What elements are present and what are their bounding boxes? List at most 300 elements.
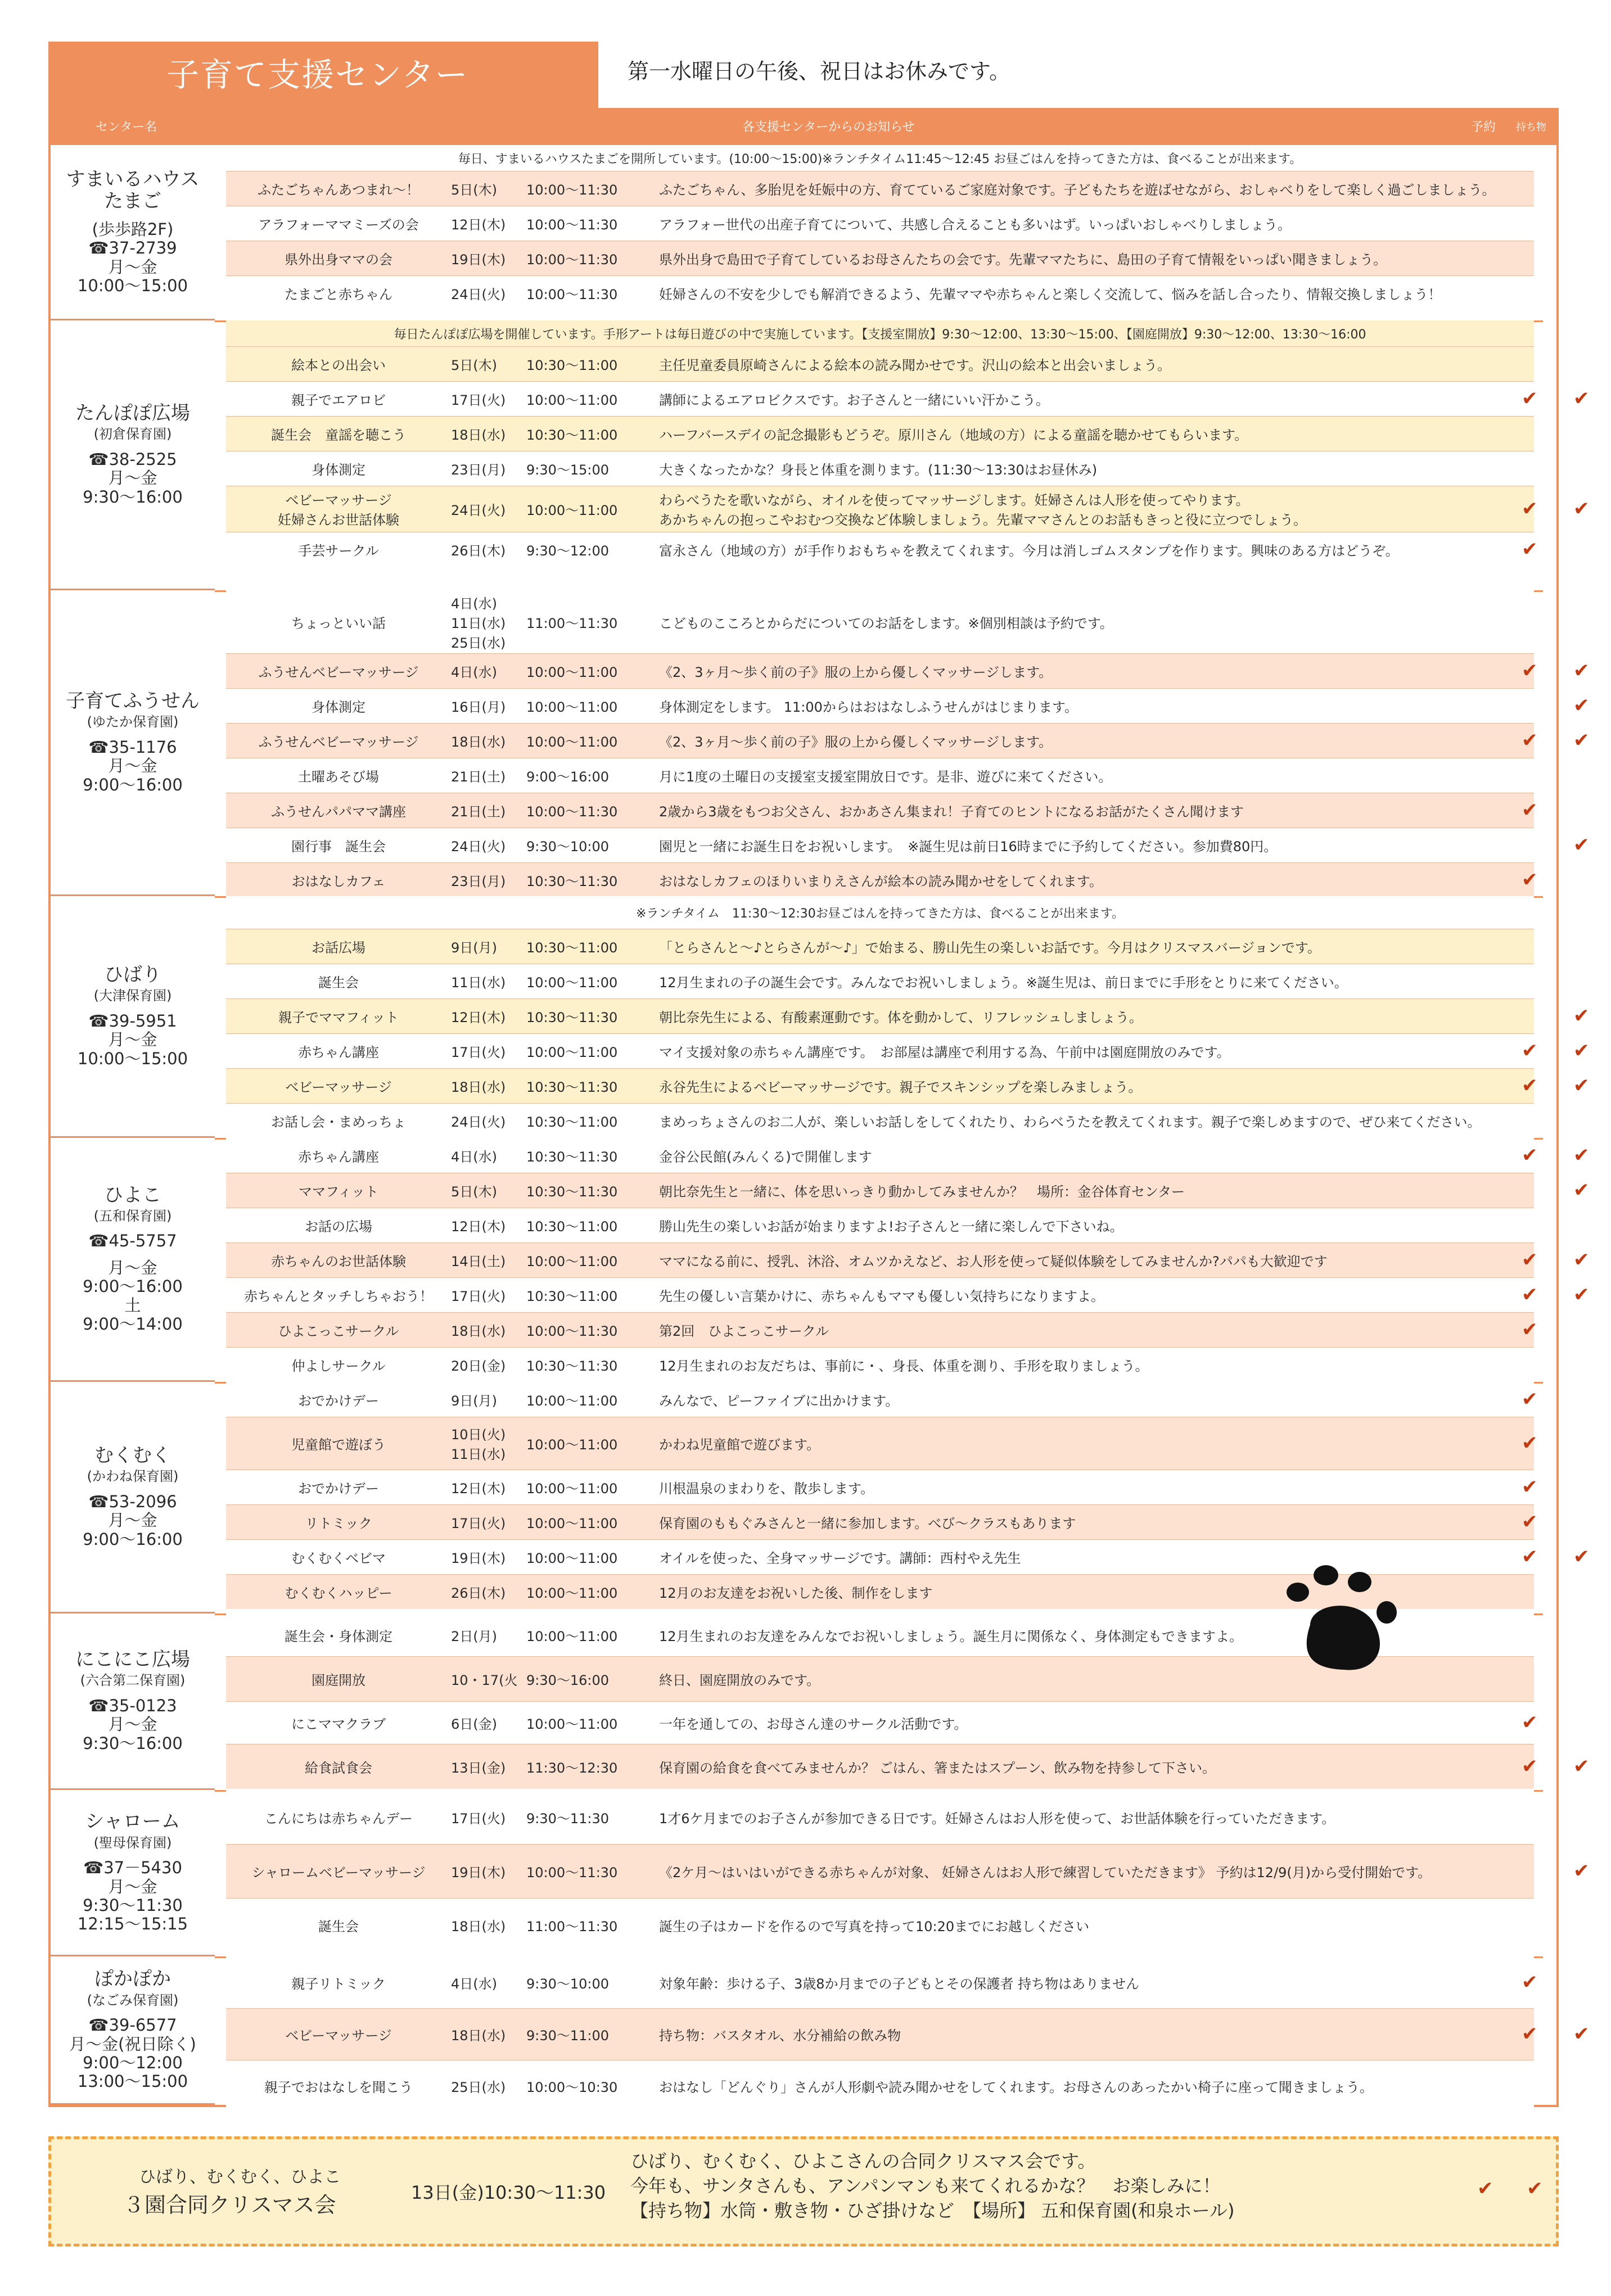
event-description: 朝比奈先生と一緒に、体を思いっきり動かしてみませんか？ 場所：金谷体育センター (659, 1183, 1185, 1200)
event-date: 5日(木) (451, 357, 497, 373)
event-time: 11:30～12:30 (526, 1760, 618, 1776)
event-name: 赤ちゃん講座 (298, 1044, 379, 1060)
center-info (51, 320, 215, 590)
header-items: 持ち物 (1516, 121, 1546, 133)
event-date: 23日(月) (451, 873, 506, 889)
event-date: 17日(火) (451, 392, 506, 408)
event-date: 24日(火) (451, 286, 506, 302)
event-time: 10:00～11:30 (526, 286, 618, 302)
event-date: 18日(水) (451, 734, 506, 750)
event-date: 24日(火) (451, 502, 506, 518)
center-hours: 13:00～15:00 (77, 2072, 188, 2091)
row-divider (226, 998, 1534, 999)
event-date: 12日(木) (451, 1480, 506, 1497)
event-time: 9:00～16:00 (526, 769, 610, 785)
row-divider (226, 275, 1534, 276)
event-row (226, 758, 1534, 793)
event-description: 12月のお友達をお祝いした後、制作をします (659, 1585, 933, 1601)
reserve-check: ✔ (1522, 1545, 1538, 1568)
event-row (226, 1208, 1534, 1242)
event-date: 2日(月) (451, 1628, 497, 1644)
event-date: 24日(火) (451, 838, 506, 855)
event-time: 10:00～11:00 (526, 1716, 618, 1732)
row-divider (226, 1242, 1534, 1243)
event-date: 4日(水) (451, 1149, 497, 1165)
header-center-name: センター名 (96, 120, 157, 134)
row-divider (226, 381, 1534, 382)
event-time: 10:00～11:00 (526, 1515, 618, 1531)
event-description: 朝比奈先生による、有酸素運動です。体を動かして、リフレッシュしましょう。 (659, 1009, 1143, 1025)
items-check: ✔ (1573, 2023, 1590, 2045)
center-phone: ☎38-2525 (88, 449, 177, 469)
reserve-check: ✔ (1522, 869, 1538, 891)
event-description: 永谷先生によるベビーマッサージです。親子でスキンシップを楽しみましょう。 (659, 1079, 1142, 1095)
center-phone: ☎39-5951 (88, 1011, 177, 1031)
event-name: 親子でおはなしを聞こう (264, 2079, 413, 2095)
center-name: すまいるハウス たまご (66, 168, 200, 213)
event-name: 児童館で遊ぼう (291, 1436, 386, 1453)
center-facility: (かわね保育園) (87, 1468, 179, 1485)
event-description: 《2、3ヶ月～歩く前の子》服の上から優しくマッサージします。 (659, 734, 1053, 750)
event-time: 10:00～11:00 (526, 1253, 618, 1269)
event-row (226, 451, 1534, 486)
event-name: ひよこっこサークル (278, 1323, 399, 1339)
reserve-check: ✔ (1522, 538, 1538, 561)
event-date: 14日(土) (451, 1253, 506, 1269)
event-row (226, 723, 1590, 758)
xmas-centers: ひばり、むくむく、ひよこ (139, 2167, 341, 2187)
xmas-title: ３園合同クリスマス会 (123, 2193, 336, 2217)
center-facility: (初倉保育園) (93, 426, 172, 442)
table-header (51, 110, 1556, 145)
event-description: まめっちょさんのお二人が、楽しいお話しをしてくれたり、わらべうたを教えてくれます。親子で楽しめますので、ぜひ来てください。 (659, 1114, 1481, 1130)
event-name: おはなしカフェ (291, 873, 386, 889)
paw-toe (1287, 1583, 1309, 1602)
event-date: 6日(金) (451, 1716, 497, 1732)
event-row (226, 275, 1534, 310)
event-name: 絵本との出会い (291, 357, 386, 373)
event-row (226, 346, 1534, 381)
row-divider (226, 1504, 1534, 1505)
center-name: シャローム (85, 1810, 180, 1833)
items-check: ✔ (1573, 729, 1590, 752)
event-description: おはなしカフェのほりいまりえさんが絵本の読み聞かせをしてくれます。 (659, 873, 1103, 889)
event-name: 県外出身ママの会 (285, 251, 392, 268)
event-time: 10:00～11:00 (526, 1628, 618, 1644)
event-time: 10:00～11:00 (526, 1436, 618, 1453)
center-hours: 月～金 (108, 1715, 157, 1734)
event-date: 20日(金) (451, 1358, 506, 1374)
event-row (226, 1033, 1590, 1068)
items-check: ✔ (1573, 659, 1590, 682)
items-check: ✔ (1573, 1545, 1590, 1568)
reserve-check: ✔ (1522, 1249, 1538, 1271)
event-time: 10:00～11:30 (526, 251, 618, 268)
center-facility: (なごみ保育園) (87, 1992, 179, 2008)
center-info (51, 896, 215, 1138)
event-name: ふうせんベビーマッサージ (258, 664, 419, 680)
event-name: 身体測定 (312, 462, 365, 478)
event-date: 17日(火) (451, 1515, 506, 1531)
center-facility: (五和保育園) (93, 1208, 172, 1224)
event-date: 17日(火) (451, 1288, 506, 1304)
center-phone: ☎35-1176 (88, 737, 177, 757)
items-check: ✔ (1573, 1074, 1590, 1097)
event-time: 10:30～11:00 (526, 427, 618, 443)
event-date: 26日(木) (451, 1585, 506, 1601)
event-name: ベビーマッサージ (285, 2027, 392, 2044)
center-hours: 月～金 (108, 1511, 157, 1530)
center-hours: 9:00～16:00 (83, 775, 183, 794)
event-name: ふうせんパパママ講座 (271, 803, 406, 820)
row-divider (226, 346, 1534, 347)
event-time: 10:30～11:00 (526, 1288, 618, 1304)
event-description: 12月生まれの子の誕生会です。みんなでお祝いしましょう。※誕生児は、前日までに手形をとりに来てください。 (659, 974, 1348, 991)
event-time: 10:30～11:00 (526, 939, 618, 956)
event-description: みんなで、ピーファイブに出かけます。 (659, 1393, 899, 1409)
center-hours: 9:00～14:00 (83, 1314, 183, 1334)
event-name: 誕生会 (318, 974, 359, 991)
event-name: たまごと赤ちゃん (285, 286, 392, 302)
event-time: 9:30～10:00 (526, 838, 610, 855)
event-description: 園児と一緒にお誕生日をお祝いします。 ※誕生児は前日16時までに予約してください。参加費80円。 (659, 838, 1278, 855)
event-description: おはなし「どんぐり」さんが人形劇や読み聞かせをしてくれます。お母さんのあったかい椅子に座って聞きましょう。 (659, 2079, 1373, 2095)
center-name: ぽかぽか (94, 1968, 171, 1991)
items-check: ✔ (1573, 1755, 1590, 1778)
event-time: 9:30～15:00 (526, 462, 610, 478)
xmas-reserve-check: ✔ (1477, 2177, 1493, 2200)
row-divider (226, 2008, 1534, 2009)
event-description: 12月生まれのお友だちは、事前に・、身長、体重を測り、手形を取りましょう。 (659, 1358, 1149, 1374)
event-date: 25日(水) (451, 2079, 506, 2095)
event-name: むくむくベビマ (291, 1550, 386, 1566)
reserve-check: ✔ (1522, 1476, 1538, 1498)
event-row (226, 1790, 1534, 1844)
event-row (226, 2060, 1534, 2112)
event-name: お話広場 (312, 939, 365, 956)
event-description: オイルを使った、全身マッサージです。講師：西村やえ先生 (659, 1550, 1021, 1566)
closure-notice: 第一水曜日の午後、祝日はお休みです。 (628, 59, 1010, 84)
event-row (226, 241, 1534, 275)
center-hours: 9:00～16:00 (83, 1529, 183, 1549)
event-name: 親子でエアロビ (291, 392, 386, 408)
schedule-board (48, 108, 1590, 2107)
center-hours: 10:00～15:00 (77, 1048, 188, 1068)
event-name: ちょっといい話 (291, 615, 386, 631)
row-divider (226, 1312, 1534, 1313)
event-name: 園庭開放 (312, 1672, 365, 1688)
items-check: ✔ (1573, 1860, 1590, 1882)
items-check: ✔ (1573, 1283, 1590, 1306)
event-date: 12日(木) (451, 216, 506, 233)
event-time: 10:00～11:00 (526, 502, 618, 518)
reserve-check: ✔ (1522, 1144, 1538, 1167)
row-divider (226, 862, 1534, 863)
event-row (226, 828, 1590, 862)
center-info (51, 1956, 215, 2105)
event-time: 10:30～11:30 (526, 1149, 618, 1165)
center-info (51, 1613, 215, 1790)
event-description: 一年を通しての、お母さん達のサークル活動です。 (659, 1716, 968, 1732)
section-note (226, 145, 1534, 171)
event-date: 4日(水) (451, 664, 497, 680)
items-check: ✔ (1573, 1144, 1590, 1167)
center-name: 子育てふうせん (66, 690, 200, 713)
event-date: 9日(月) (451, 1393, 497, 1409)
event-date: 5日(木) (451, 182, 497, 198)
event-description: 対象年齢：歩ける子、3歳8か月までの子どもとその保護者 持ち物はありません (659, 1976, 1140, 1992)
event-description: 県外出身で島田で子育てしているお母さんたちの会です。先輩ママたちに、島田の子育て情報をいっぱい聞きましょう。 (659, 251, 1387, 268)
event-time: 10:30～11:30 (526, 1183, 618, 1200)
event-time: 10:00～11:00 (526, 1550, 618, 1566)
event-name: こんにちは赤ちゃんデー (264, 1810, 413, 1827)
event-row (226, 1312, 1538, 1347)
event-row (226, 1347, 1534, 1382)
event-name: 誕生会 (318, 1918, 359, 1935)
items-check: ✔ (1573, 1249, 1590, 1271)
reserve-check: ✔ (1522, 387, 1538, 410)
items-check: ✔ (1573, 498, 1590, 520)
event-date: 19日(木) (451, 1550, 506, 1566)
event-date: 19日(木) (451, 251, 506, 268)
row-divider (226, 1844, 1534, 1845)
center-facility: (ゆたか保育園) (87, 714, 179, 730)
event-time: 9:30～12:00 (526, 543, 610, 559)
event-row (226, 171, 1534, 206)
event-name: 給食試食会 (305, 1760, 372, 1776)
paw-toe (1314, 1565, 1338, 1585)
row-divider (226, 1898, 1534, 1899)
header-reserve: 予約 (1471, 120, 1496, 134)
event-name: ふうせんベビーマッサージ (258, 734, 419, 750)
event-name: 園行事 誕生会 (291, 838, 386, 855)
event-description: 主任児童委員原崎さんによる絵本の読み聞かせです。沢山の絵本と出会いましょう。 (659, 357, 1171, 373)
event-time: 10:00～11:30 (526, 803, 618, 820)
row-divider (226, 1347, 1534, 1348)
event-name: 誕生会・身体測定 (285, 1628, 392, 1644)
paw-print-icon (1276, 1563, 1400, 1675)
event-row (226, 1470, 1538, 1504)
event-row (226, 653, 1590, 688)
center-phone: ☎45-5757 (88, 1231, 177, 1251)
center-hours: 月～金 (108, 468, 157, 488)
event-description: 第2回 ひよこっこサークル (659, 1323, 829, 1339)
event-description: 月に1度の土曜日の支援室支援室開放日です。是非、遊びに来てください。 (659, 769, 1112, 785)
event-row (226, 1417, 1538, 1470)
row-divider (226, 416, 1534, 417)
reserve-check: ✔ (1522, 1511, 1538, 1533)
event-time: 9:30～10:00 (526, 1976, 610, 1992)
event-time: 11:00～11:30 (526, 615, 618, 631)
event-date: 13日(金) (451, 1760, 506, 1776)
event-row (226, 688, 1590, 723)
header-info: 各支援センターからのお知らせ (742, 120, 915, 134)
row-divider (226, 1277, 1534, 1278)
event-time: 10:30～11:30 (526, 1009, 618, 1025)
reserve-check: ✔ (1522, 498, 1538, 520)
items-check: ✔ (1573, 387, 1590, 410)
event-date: 4日(水) 11日(水) 25日(水) (451, 595, 506, 651)
reserve-check: ✔ (1522, 659, 1538, 682)
event-date: 21日(土) (451, 803, 506, 820)
row-divider (226, 1539, 1534, 1540)
event-name: 身体測定 (312, 699, 365, 715)
event-time: 10:00～10:30 (526, 2079, 618, 2095)
center-hours: 月～金 (108, 257, 157, 277)
reserve-check: ✔ (1522, 1971, 1538, 1994)
center-name: むくむく (94, 1444, 171, 1467)
section-note (226, 896, 1534, 929)
reserve-check: ✔ (1522, 1755, 1538, 1778)
row-divider (226, 1068, 1534, 1069)
reserve-check: ✔ (1522, 799, 1538, 821)
center-info (51, 590, 215, 896)
event-description: 2歳から3歳をもつお父さん、おかあさん集まれ！子育てのヒントになるお話がたくさん聞けます (659, 803, 1244, 820)
event-row (226, 862, 1538, 897)
event-time: 9:30～16:00 (526, 1672, 610, 1688)
section-note (226, 320, 1534, 346)
event-name: ベビーマッサージ 妊婦さんお世話体験 (278, 492, 399, 528)
event-date: 18日(水) (451, 1323, 506, 1339)
event-row (226, 532, 1538, 567)
event-row (226, 1844, 1590, 1898)
paw-toe (1348, 1572, 1371, 1592)
row-divider (226, 688, 1534, 689)
event-date: 12日(木) (451, 1009, 506, 1025)
row-divider (226, 1103, 1534, 1104)
event-name: 土曜あそび場 (298, 769, 379, 785)
event-row (226, 1138, 1590, 1173)
event-date: 12日(木) (451, 1218, 506, 1235)
center-phone: ☎53-2096 (88, 1492, 177, 1511)
event-date: 26日(木) (451, 543, 506, 559)
event-date: 18日(水) (451, 2027, 506, 2044)
row-divider (226, 653, 1534, 654)
center-facility: (六合第二保育園) (80, 1673, 186, 1689)
event-description: 妊婦さんの不安を少しでも解消できるよう、先輩ママや赤ちゃんと楽しく交流して、悩みを話し合ったり、情報交換しましょう！ (659, 286, 1442, 302)
event-date: 4日(水) (451, 1976, 497, 1992)
center-name: にこにこ広場 (75, 1648, 190, 1671)
event-time: 10:00～11:30 (526, 1864, 618, 1881)
event-row (226, 486, 1590, 532)
section-note-text: ※ランチタイム 11:30～12:30お昼ごはんを持ってきた方は、食べることが出来ます。 (636, 906, 1124, 921)
event-time: 10:30～11:00 (526, 1114, 618, 1130)
event-description: 大きくなったかな？身長と体重を測ります。(11:30～13:30はお昼休み) (659, 462, 1098, 478)
event-time: 10:00～11:00 (526, 734, 618, 750)
event-description: かわね児童館で遊びます。 (659, 1436, 820, 1453)
event-date: 17日(火) (451, 1044, 506, 1060)
event-row (226, 929, 1534, 964)
center-hours: 土 (124, 1295, 141, 1315)
event-time: 10:30～11:00 (526, 357, 618, 373)
event-date: 18日(水) (451, 1918, 506, 1935)
reserve-check: ✔ (1522, 1039, 1538, 1062)
center-hours: 10:00～15:00 (77, 275, 188, 295)
center-name: ひばり (104, 964, 161, 987)
event-description: ふたごちゃん、多胎児を妊娠中の方、育てているご家庭対象です。子どもたちを遊ばせながら、おしゃべりをして楽しく過ごしましょう。 (659, 182, 1496, 198)
event-row (226, 381, 1590, 416)
xmas-datetime: 13日(金)10:30～11:30 (411, 2182, 606, 2203)
event-name: お話し会・まめっちょ (271, 1114, 406, 1130)
xmas-event-box (48, 2136, 1559, 2247)
row-divider (226, 1033, 1534, 1034)
event-name: 赤ちゃんのお世話体験 (271, 1253, 406, 1269)
items-check: ✔ (1573, 1039, 1590, 1062)
center-phone: ☎39-6577 (88, 2015, 177, 2035)
center-hours: 月～金(祝日除く) (69, 2034, 196, 2054)
event-description: 持ち物：バスタオル、水分補給の飲み物 (659, 2027, 901, 2044)
event-row (226, 1898, 1534, 1952)
event-row (226, 1956, 1538, 2008)
event-date: 17日(火) (451, 1810, 506, 1827)
event-description: 1才6ケ月までのお子さんが参加できる日です。妊婦さんはお人形を使って、お世話体験を行っていただきます。 (659, 1810, 1335, 1827)
event-row (226, 590, 1534, 653)
event-time: 10:00～11:00 (526, 392, 618, 408)
event-description: ハーフバースデイの記念撮影もどうぞ。原川さん（地域の方）による童謡を聴かせてもらいます。 (659, 427, 1248, 443)
event-time: 10:00～11:00 (526, 1044, 618, 1060)
center-hours: 9:30～16:00 (83, 487, 183, 507)
event-date: 19日(木) (451, 1864, 506, 1881)
event-time: 10:00～11:30 (526, 216, 618, 233)
xmas-line2: 今年も、サンタさんも、アンパンマンも来てくれるかな？ お楽しみに！ (630, 2175, 1221, 2196)
xmas-line1: ひばり、むくむく、ひよこさんの合同クリスマス会です。 (630, 2150, 1096, 2172)
section-note-text: 毎日たんぽぽ広場を開催しています。手形アートは毎日遊びの中で実施しています。【支援室開放】9:30～12:00、13:30～15:00、【園庭開放】9:30～12:00、13:30～16:00 (394, 327, 1366, 342)
section-note-text: 毎日、すまいるハウスたまごを開所しています。(10:00～15:00)※ランチタイム11:45～12:45 お昼ごはんを持ってきた方は、食べることが出来ます。 (458, 152, 1302, 166)
xmas-line3: 【持ち物】水筒・敷き物・ひざ掛けなど 【場所】 五和保育園(和泉ホール) (630, 2200, 1235, 2221)
event-description: 講師によるエアロビクスです。お子さんと一緒にいい汗かこう。 (659, 392, 1049, 408)
event-time: 10:00～11:00 (526, 664, 618, 680)
event-date: 9日(月) (451, 939, 497, 956)
event-name: 赤ちゃん講座 (298, 1149, 379, 1165)
items-check: ✔ (1573, 1005, 1590, 1027)
event-row (226, 206, 1534, 241)
event-description: わらべうたを歌いながら、オイルを使ってマッサージします。妊婦さんは人形を使ってやります。 あかちゃんの抱っこやおむつ交換など体験しましょう。先輩ママさんとのお話もきっと役に立つでしょう。 (659, 492, 1307, 528)
items-check: ✔ (1573, 834, 1590, 856)
event-description: 保育園の給食を食べてみませんか？ ごはん、箸またはスプーン、飲み物を持参して下さい。 (659, 1760, 1216, 1776)
event-date: 18日(水) (451, 1079, 506, 1095)
event-name: リトミック (305, 1515, 372, 1531)
event-description: 《2、3ヶ月～歩く前の子》服の上から優しくマッサージします。 (659, 664, 1053, 680)
reserve-check: ✔ (1522, 1283, 1538, 1306)
items-check: ✔ (1573, 1179, 1590, 1201)
reserve-check: ✔ (1522, 1432, 1538, 1454)
event-name: おでかけデー (298, 1393, 379, 1409)
center-name: たんぽぽ広場 (75, 402, 190, 425)
event-description: アラフォー世代の出産子育てについて、共感し合えることも多いはず。いっぱいおしゃべりしましょう。 (659, 216, 1291, 233)
event-name: むくむくハッピー (285, 1585, 392, 1601)
event-row (226, 1701, 1538, 1744)
center-phone: ☎35-0123 (88, 1696, 177, 1715)
event-name: 誕生会 童謡を聴こう (271, 427, 406, 443)
center-phone: ☎37－5430 (83, 1858, 182, 1878)
center-name: ひよこ (104, 1183, 161, 1206)
event-name: ふたごちゃんあつまれ～！ (258, 182, 419, 198)
paw-toe (1377, 1601, 1397, 1624)
event-time: 10:00～11:00 (526, 974, 618, 991)
event-time: 10:00～11:00 (526, 1480, 618, 1497)
event-row (226, 1103, 1534, 1138)
event-time: 10:00～11:00 (526, 1393, 618, 1409)
event-description: 保育園のももぐみさんと一緒に参加します。べび～クラスもあります (659, 1515, 1076, 1531)
event-name: ママフィット (298, 1183, 379, 1200)
event-row (226, 1504, 1538, 1539)
event-date: 18日(水) (451, 427, 506, 443)
event-row (226, 416, 1534, 451)
event-row (226, 1744, 1590, 1789)
event-description: 川根温泉のまわりを、散歩します。 (659, 1480, 874, 1497)
center-facility: (聖母保育園) (93, 1834, 172, 1851)
event-time: 10:00～11:30 (526, 182, 618, 198)
